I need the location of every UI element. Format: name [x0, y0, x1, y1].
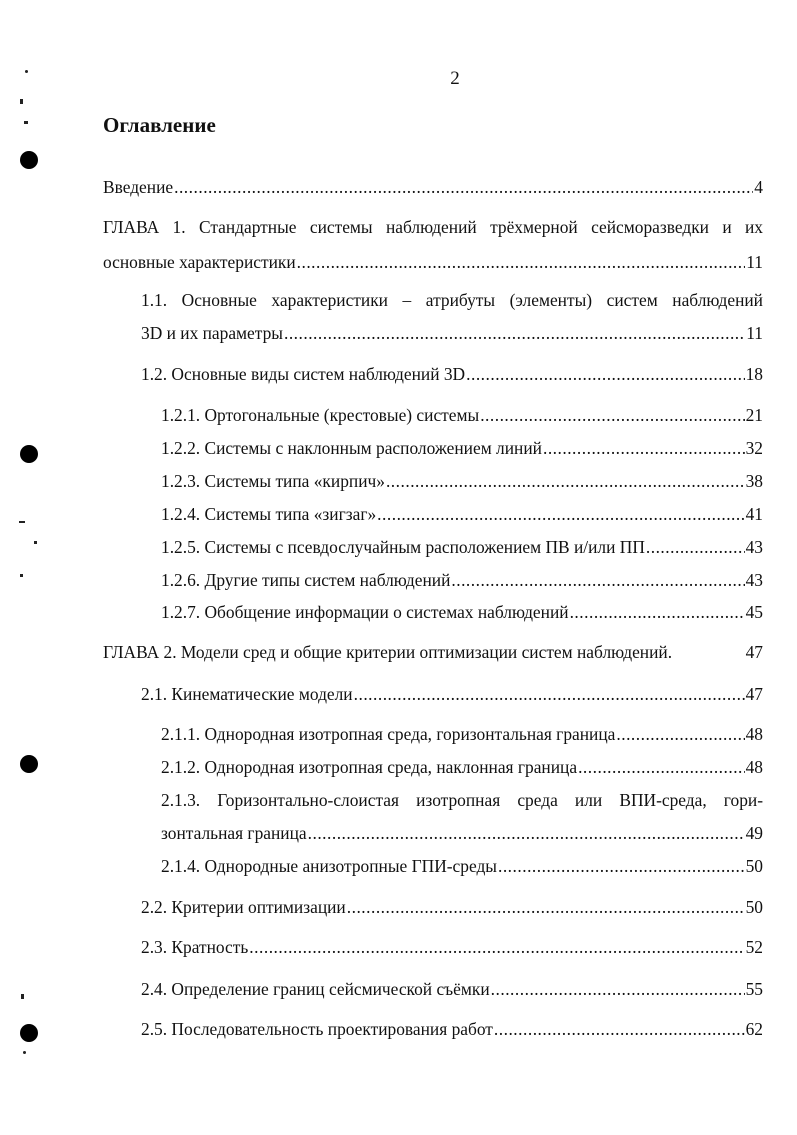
toc-entry-text-line1: ГЛАВА 1. Стандартные системы наблюдений трёхмерной сейсморазведки и их — [103, 217, 763, 237]
toc-entry-page: 48 — [745, 757, 763, 777]
dot-leader — [354, 679, 745, 709]
toc-entry-1-2-1[interactable] — [161, 400, 763, 430]
toc-entry-page: 43 — [745, 537, 763, 557]
toc-entry-page: 47 — [745, 642, 763, 662]
dot-leader — [284, 318, 745, 348]
scan-speck — [25, 70, 28, 73]
toc-entry-2-5[interactable] — [141, 1014, 763, 1044]
dot-leader — [543, 433, 745, 463]
dot-leader — [616, 719, 744, 749]
page-title: Оглавление — [103, 113, 216, 137]
toc-entry-page: 49 — [745, 823, 763, 843]
scan-speck — [23, 1051, 26, 1054]
dot-leader — [494, 1014, 745, 1044]
toc-entry-1-2-3[interactable] — [161, 466, 763, 496]
dot-leader — [377, 499, 744, 529]
toc-entry-page: 55 — [745, 979, 763, 999]
toc-entry-text: 2.1. Кинематические модели — [141, 684, 353, 704]
scan-speck — [34, 541, 37, 544]
toc-entry-1-2[interactable] — [141, 359, 763, 389]
dot-leader — [308, 818, 745, 848]
toc-entry-2-1-3[interactable] — [161, 785, 763, 848]
toc-entry-1-2-5[interactable] — [161, 532, 763, 562]
toc-entry-page: 47 — [745, 684, 763, 704]
toc-entry-page: 52 — [745, 937, 763, 957]
toc-entry-1-2-2[interactable] — [161, 433, 763, 463]
dot-leader — [297, 247, 746, 277]
toc-entry-text: 2.1.1. Однородная изотропная среда, горизонтальная граница — [161, 724, 616, 744]
toc-entry-text: 2.5. Последовательность проектирования работ — [141, 1019, 493, 1039]
toc-entry-text: 1.2.1. Ортогональные (крестовые) системы — [161, 405, 480, 425]
toc-entry-text: 2.3. Кратность — [141, 937, 249, 957]
scan-speck — [20, 99, 23, 104]
toc-entry-page: 45 — [745, 602, 763, 622]
toc-entry-text: 1.2.3. Системы типа «кирпич» — [161, 471, 385, 491]
dot-leader — [174, 172, 753, 202]
binder-hole-mark — [20, 445, 38, 463]
dot-leader — [466, 359, 744, 389]
toc-entry-text: 1.2. Основные виды систем наблюдений 3D — [141, 364, 466, 384]
toc-entry-text-line1: 2.1.3. Горизонтально-слоистая изотропная среда или ВПИ-среда, гори- — [161, 790, 763, 810]
toc-entry-1-2-6[interactable] — [161, 565, 763, 595]
toc-entry-chapter-1[interactable] — [103, 212, 763, 277]
toc-entry-text: 2.1.2. Однородная изотропная среда, наклонная граница — [161, 757, 578, 777]
toc-entry-2-3[interactable] — [141, 932, 763, 962]
toc-entry-chapter-2[interactable] — [103, 637, 763, 667]
toc-entry-page: 32 — [745, 438, 763, 458]
scan-speck — [20, 574, 23, 577]
toc-entry-text: 2.2. Критерии оптимизации — [141, 897, 346, 917]
binder-hole-mark — [20, 1024, 38, 1042]
toc-entry-1-2-7[interactable] — [161, 597, 763, 627]
dot-leader — [451, 565, 744, 595]
toc-entry-2-1-1[interactable] — [161, 719, 763, 749]
toc-entry-text: 1.2.5. Системы с псевдослучайным расположением ПВ и/или ПП — [161, 537, 645, 557]
toc-entry-text-line1: 1.1. Основные характеристики – атрибуты (элементы) систем наблюдений — [141, 290, 763, 310]
toc-entry-page: 4 — [754, 177, 763, 197]
dot-leader — [249, 932, 744, 962]
toc-entry-page: 38 — [745, 471, 763, 491]
scan-speck — [19, 521, 25, 523]
toc-entry-page: 62 — [745, 1019, 763, 1039]
toc-entry-text: основные характеристики — [103, 252, 296, 272]
binder-hole-mark — [20, 151, 38, 169]
toc-entry-text: 2.4. Определение границ сейсмической съёмки — [141, 979, 490, 999]
toc-entry-text: 1.2.7. Обобщение информации о системах наблюдений — [161, 602, 569, 622]
toc-entry-1-1[interactable] — [141, 285, 763, 348]
toc-entry-page: 48 — [745, 724, 763, 744]
toc-entry-page: 11 — [746, 252, 763, 272]
toc-entry-2-4[interactable] — [141, 974, 763, 1004]
toc-entry-text: Введение — [103, 177, 174, 197]
toc-entry-text: 2.1.4. Однородные анизотропные ГПИ-среды — [161, 856, 497, 876]
dot-leader — [480, 400, 744, 430]
dot-leader — [498, 851, 745, 881]
toc-entry-text: 1.2.6. Другие типы систем наблюдений — [161, 570, 451, 590]
binder-hole-mark — [20, 755, 38, 773]
dot-leader — [491, 974, 745, 1004]
dot-leader — [646, 532, 745, 562]
toc-entry-text: зонтальная граница — [161, 823, 307, 843]
toc-entry-page: 11 — [746, 323, 763, 343]
toc-entry-2-1-2[interactable] — [161, 752, 763, 782]
toc-entry-2-1-4[interactable] — [161, 851, 763, 881]
toc-entry-page: 50 — [745, 856, 763, 876]
dot-leader — [578, 752, 745, 782]
scan-speck — [21, 994, 24, 999]
toc-entry-page: 43 — [745, 570, 763, 590]
dot-leader — [570, 597, 745, 627]
toc-entry-text: 1.2.2. Системы с наклонным расположением линий — [161, 438, 542, 458]
dot-leader — [386, 466, 745, 496]
page-number: 2 — [450, 68, 460, 89]
scan-speck — [24, 121, 28, 124]
toc-entry-text: 1.2.4. Системы типа «зигзаг» — [161, 504, 377, 524]
toc-entry-page: 21 — [745, 405, 763, 425]
toc-entry-text: ГЛАВА 2. Модели сред и общие критерии оптимизации систем наблюдений. — [103, 642, 673, 662]
toc-entry-introduction[interactable] — [103, 172, 763, 202]
toc-entry-text: 3D и их параметры — [141, 323, 283, 343]
toc-entry-2-1[interactable] — [141, 679, 763, 709]
toc-entry-page: 50 — [745, 897, 763, 917]
toc-entry-page: 18 — [745, 364, 763, 384]
dot-leader — [347, 892, 745, 922]
toc-entry-page: 41 — [745, 504, 763, 524]
toc-entry-1-2-4[interactable] — [161, 499, 763, 529]
toc-entry-2-2[interactable] — [141, 892, 763, 922]
